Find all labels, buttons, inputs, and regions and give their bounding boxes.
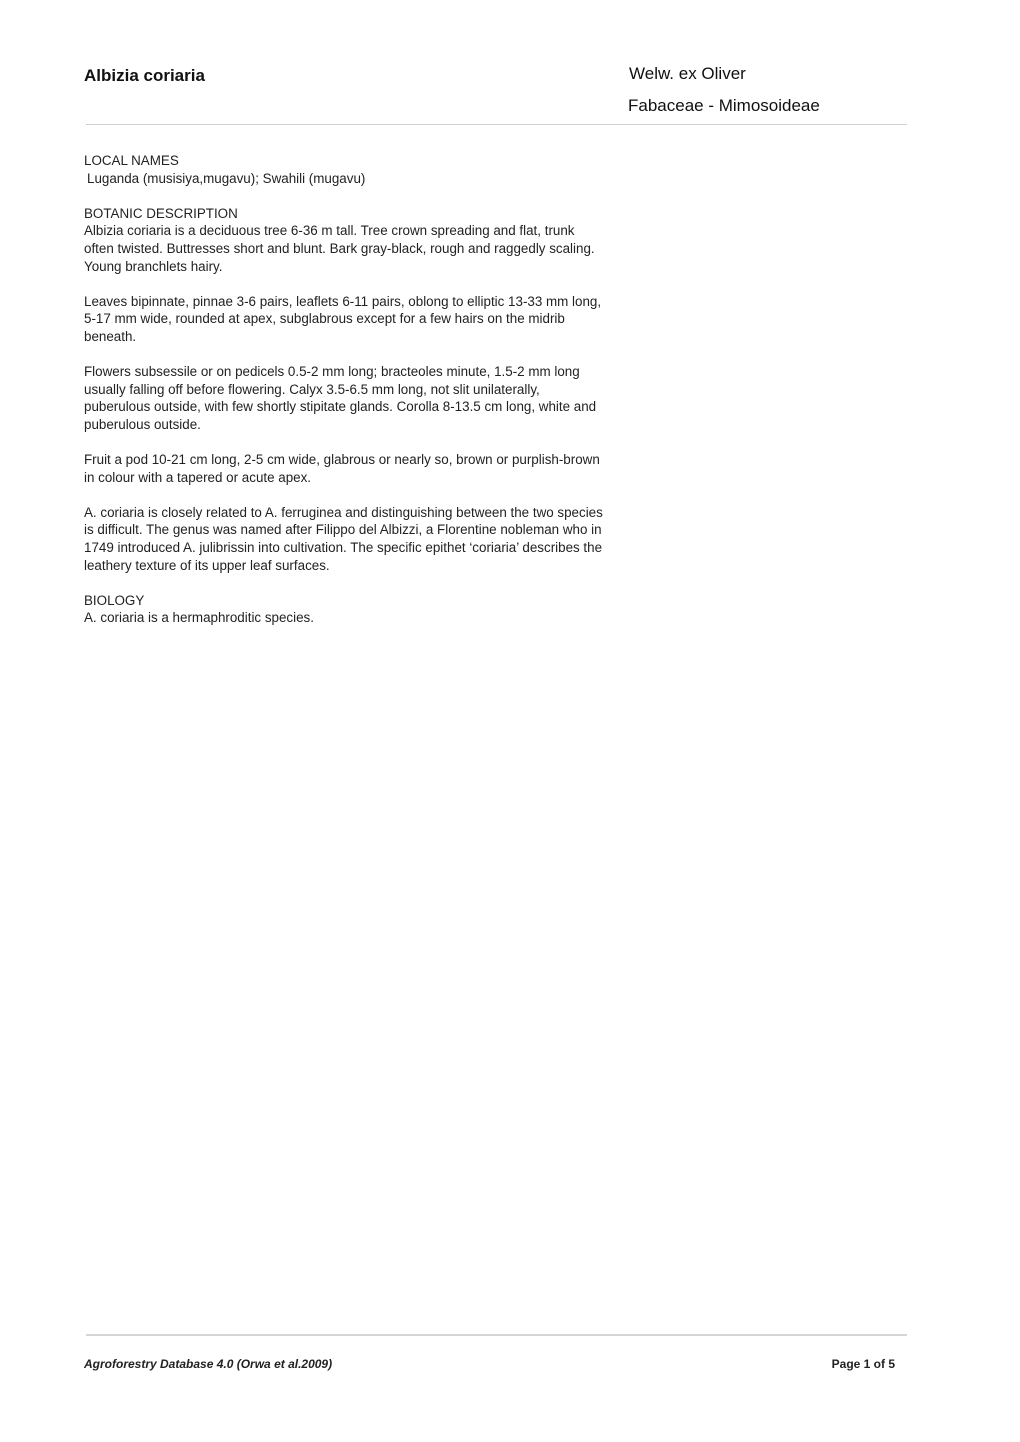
species-title: Albizia coriaria [84,66,205,85]
local-names-section [84,152,604,187]
description-paragraph: A. coriaria is closely related to A. ferruginea and distinguishing between the two species is difficult. The genus was named after Filippo del Albizzi, a Florentine nobleman who in 1749 introduced A. julibrissin into cultivation. The specific epithet ‘coriaria’ describes the leathery texture of its upper leaf surfaces. [84,504,603,573]
local-names-text: Luganda (musisiya,mugavu); Swahili (mugavu) [87,170,366,186]
description-paragraph: Flowers subsessile or on pedicels 0.5-2 mm long; bracteoles minute, 1.5-2 mm long usually falling off before flowering. Calyx 3.5-6.5 mm long, not slit unilaterally, puberulous outside, with few shortly stipitate glands. Corolla 8-13.5 cm long, white and puberulous outside. [84,364,597,432]
botanic-description-heading: BOTANIC DESCRIPTION [84,205,238,221]
footer-source: Agroforestry Database 4.0 (Orwa et al.2009) [84,1357,333,1371]
family-name: Fabaceae - Mimosoideae [628,96,820,115]
local-names-heading: LOCAL NAMES [84,153,179,168]
document-body [84,152,604,645]
footer-divider [86,1334,907,1336]
description-paragraph: Fruit a pod 10-21 cm long, 2-5 cm wide, glabrous or nearly so, brown or purplish-brown in colour with a tapered or acute apex. [84,452,600,485]
header-divider [86,124,907,125]
page-number: Page 1 of 5 [831,1357,895,1371]
description-paragraph: Leaves bipinnate, pinnae 3-6 pairs, leaflets 6-11 pairs, oblong to elliptic 13-33 mm long, 5-17 mm wide, rounded at apex, subglabrous except for a few hairs on the midrib beneath. [84,293,602,344]
biology-section [84,592,604,627]
biology-text: A. coriaria is a hermaphroditic species. [84,610,314,626]
description-paragraph: Albizia coriaria is a deciduous tree 6-36 m tall. Tree crown spreading and flat, trunk often twisted. Buttresses short and blunt. Bark gray-black, rough and raggedly scaling. Young branchlets hairy. [84,223,595,274]
species-authority: Welw. ex Oliver [629,64,746,83]
biology-heading: BIOLOGY [84,592,145,608]
botanic-description-section [84,205,604,574]
